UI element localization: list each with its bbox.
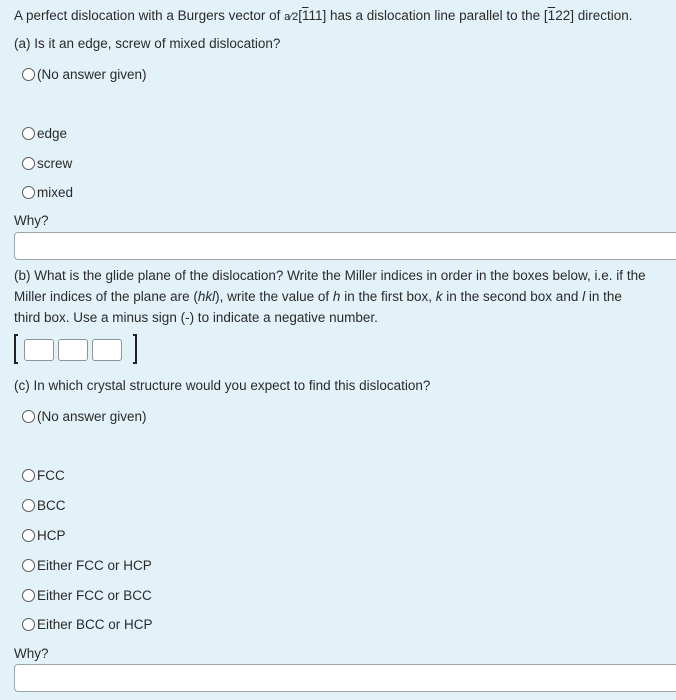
direction-rest: 22]	[555, 8, 574, 23]
part-a-why-input[interactable]	[14, 232, 676, 260]
direction-bar-digit: 1	[547, 8, 556, 23]
radio-circle[interactable]	[22, 410, 35, 423]
radio-c-bcc-or-hcp[interactable]	[22, 614, 153, 634]
miller-indices-group	[14, 334, 134, 366]
radio-circle[interactable]	[22, 127, 35, 140]
radio-circle[interactable]	[22, 499, 35, 512]
miller-k-input[interactable]	[58, 339, 88, 361]
radio-label: Either FCC or HCP	[37, 557, 152, 573]
part-b-line2-a: Miller indices of the plane are (	[14, 289, 198, 304]
radio-label: Either BCC or HCP	[37, 616, 153, 632]
left-bracket	[14, 334, 18, 364]
part-a-why-label: Why?	[14, 213, 49, 228]
miller-l-input[interactable]	[92, 339, 122, 361]
radio-label: (No answer given)	[37, 66, 147, 82]
part-b-line2-e: in the	[585, 289, 622, 304]
radio-label: BCC	[37, 497, 66, 513]
radio-c-no-answer[interactable]	[22, 406, 147, 426]
radio-circle[interactable]	[22, 186, 35, 199]
part-c-why-input[interactable]	[14, 664, 676, 692]
radio-circle[interactable]	[22, 157, 35, 170]
radio-circle[interactable]	[22, 589, 35, 602]
radio-circle[interactable]	[22, 68, 35, 81]
radio-a-screw[interactable]	[22, 153, 72, 173]
l-italic: l	[582, 289, 586, 304]
k-italic: k	[435, 289, 443, 304]
radio-circle[interactable]	[22, 529, 35, 542]
part-c-why-label: Why?	[14, 646, 49, 661]
radio-label: Either FCC or BCC	[37, 587, 152, 603]
radio-label: (No answer given)	[37, 408, 147, 424]
radio-label: screw	[37, 155, 73, 171]
hkl-italic: hkl	[197, 289, 216, 304]
part-c-question: (c) In which crystal structure would you expect to find this dislocation?	[14, 378, 431, 393]
h-italic: h	[332, 289, 341, 304]
part-b-line1: (b) What is the glide plane of the dislocation? Write the Miller indices in order in the boxes below, i.e. if the	[14, 268, 646, 283]
radio-c-fcc-or-hcp[interactable]	[22, 555, 152, 575]
radio-label: HCP	[37, 527, 66, 543]
part-b-line2-c: in the first box,	[340, 289, 436, 304]
radio-c-bcc[interactable]	[22, 495, 66, 515]
radio-label: mixed	[37, 184, 74, 200]
direction-open: [	[543, 8, 548, 23]
intro-pre: A perfect dislocation with a Burgers vector of	[14, 8, 285, 23]
radio-a-no-answer[interactable]	[22, 64, 147, 84]
radio-circle[interactable]	[22, 469, 35, 482]
part-b-line3: third box. Use a minus sign (-) to indicate a negative number.	[14, 310, 378, 325]
burgers-bar-digit: 1	[301, 8, 309, 23]
intro-mid: has a dislocation line parallel to the	[326, 8, 544, 23]
part-b-line2-b: ), write the value of	[215, 289, 333, 304]
burgers-fraction: a⁄2	[284, 11, 299, 23]
intro-text	[14, 8, 633, 23]
part-b-line2-d: in the second box and	[442, 289, 583, 304]
right-bracket	[133, 334, 137, 364]
radio-circle[interactable]	[22, 559, 35, 572]
miller-h-input[interactable]	[24, 339, 54, 361]
burgers-open: [	[298, 8, 302, 23]
part-b-line2	[14, 289, 622, 304]
intro-post: direction.	[573, 8, 633, 23]
radio-a-edge[interactable]	[22, 123, 67, 143]
burgers-rest: 11]	[308, 8, 327, 23]
radio-c-fcc-or-bcc[interactable]	[22, 585, 152, 605]
radio-circle[interactable]	[22, 618, 35, 631]
part-a-question: (a) Is it an edge, screw of mixed dislocation?	[14, 36, 281, 51]
radio-label: edge	[37, 125, 68, 141]
radio-c-hcp[interactable]	[22, 525, 66, 545]
radio-c-fcc[interactable]	[22, 465, 65, 485]
radio-label: FCC	[37, 467, 65, 483]
radio-a-mixed[interactable]	[22, 182, 73, 202]
